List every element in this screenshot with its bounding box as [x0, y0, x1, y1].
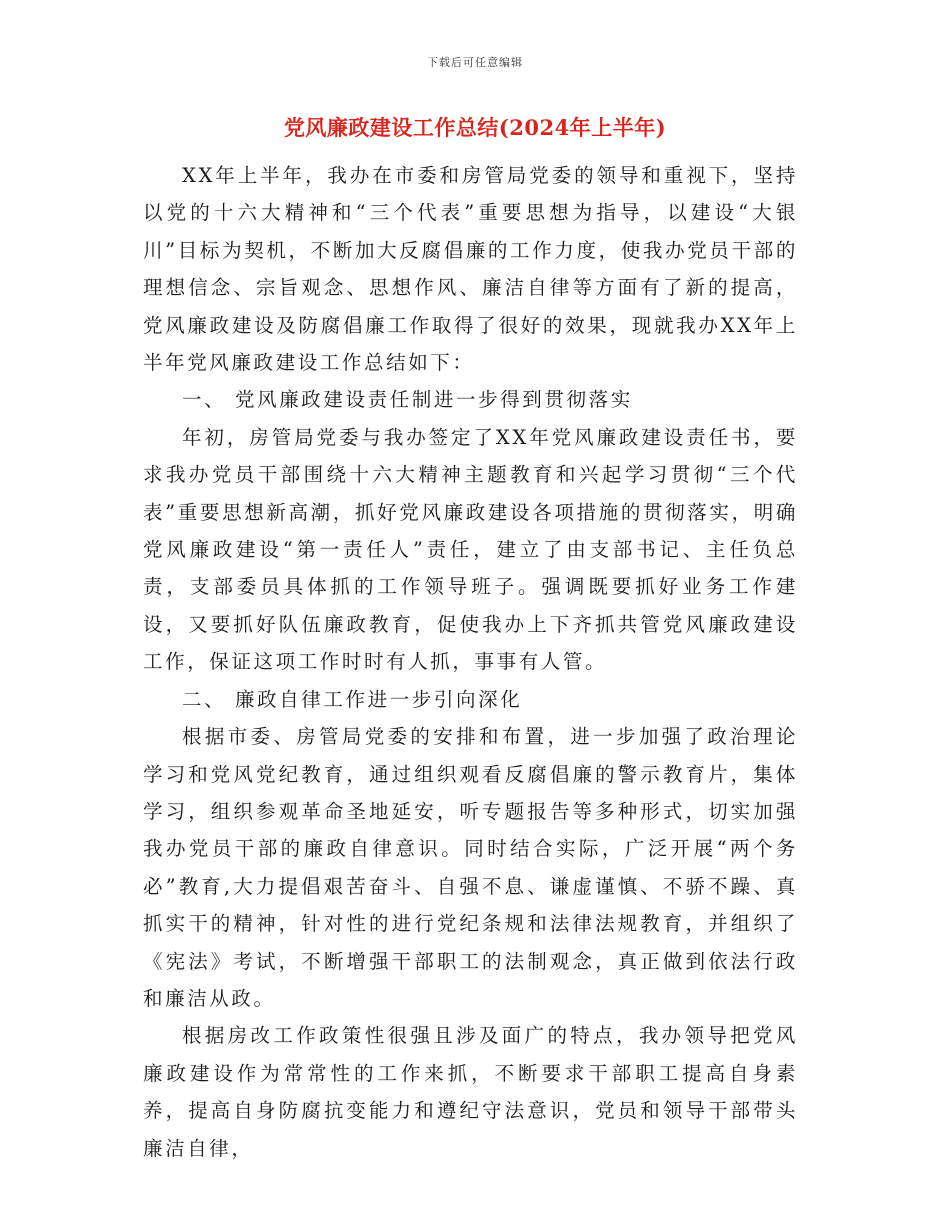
header-note: 下载后可任意编辑: [427, 56, 523, 69]
paragraph-intro: XX年上半年，我办在市委和房管局党委的领导和重视下，坚持以党的十六大精神和“三个代表”重要思想为指导，以建设“大银川”目标为契机，不断加大反腐倡廉的工作力度，使我办党员干部的理想信念、宗旨观念、思想作风、廉洁自律等方面有了新的提高，党风廉政建设及防腐倡廉工作取得了很好的效果，现就我办XX年上半年党风廉政建设工作总结如下：: [143, 164, 798, 375]
section-heading-2: 二、 廉政自律工作进一步引向深化: [182, 687, 523, 711]
paragraph-section-2b: 根据房改工作政策性很强且涉及面广的特点，我办领导把党风廉政建设作为常常性的工作来抓，不断要求干部职工提高自身素养，提高自身防腐抗变能力和遵纪守法意识，党员和领导干部带头廉洁自律，: [143, 1024, 798, 1160]
section-heading-1: 一、 党风廉政建设责任制进一步得到贯彻落实: [182, 388, 633, 412]
document-body: [143, 157, 798, 1167]
paragraph-section-1: 年初，房管局党委与我办签定了XX年党风廉政建设责任书，要求我办党员干部围绕十六大精神主题教育和兴起学习贯彻“三个代表”重要思想新高潮，抓好党风廉政建设各项措施的贯彻落实，明确党风廉政建设“第一责任人”责任，建立了由支部书记、主任负总责，支部委员具体抓的工作领导班子。强调既要抓好业务工作建设，又要抓好队伍廉政教育，促使我办上下齐抓共管党风廉政建设工作，保证这项工作时时有人抓，事事有人管。: [143, 425, 798, 674]
paragraph-section-2a: 根据市委、房管局党委的安排和布置，进一步加强了政治理论学习和党风党纪教育，通过组织观看反腐倡廉的警示教育片，集体学习，组织参观革命圣地延安，听专题报告等多种形式，切实加强我办党员干部的廉政自律意识。同时结合实际，广泛开展“两个务必”教育,大力提倡艰苦奋斗、自强不息、谦虚谨慎、不骄不躁、真抓实干的精神，针对性的进行党纪条规和法律法规教育，并组织了《宪法》考试，不断增强干部职工的法制观念，真正做到依法行政和廉洁从政。: [143, 725, 798, 1010]
document-title: 党风廉政建设工作总结(2024年上半年): [283, 115, 667, 140]
